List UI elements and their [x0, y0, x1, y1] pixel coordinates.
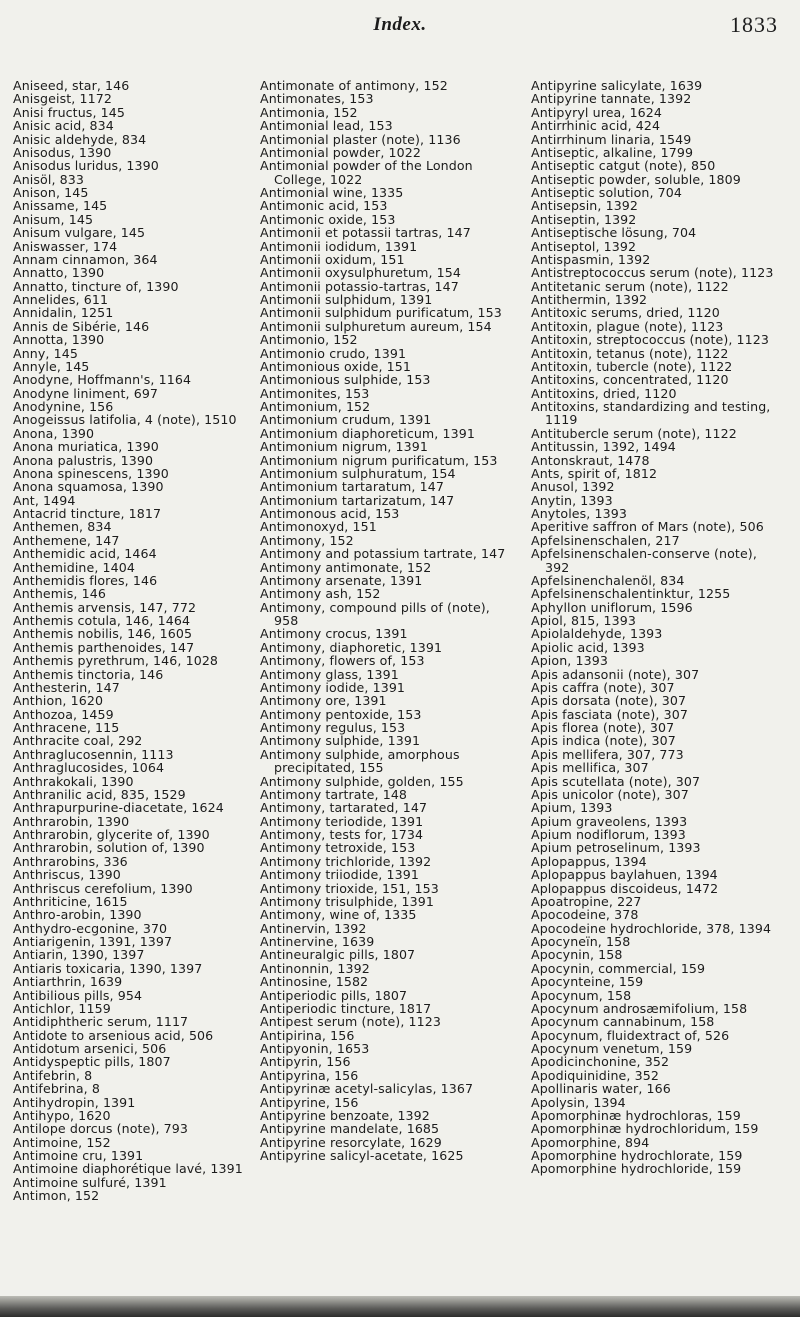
- index-entry: Antibilious pills, 954: [13, 987, 143, 1003]
- index-entry: Anthemene, 147: [13, 532, 120, 548]
- index-entry: Antidyspeptic pills, 1807: [13, 1054, 171, 1070]
- index-entry: Antimony, compound pills of (note), 958: [260, 599, 490, 628]
- index-entry: Antimonites, 153: [260, 385, 370, 401]
- index-entry: Anona squamosa, 1390: [13, 479, 164, 495]
- index-entry: Antimonii sulphidum purificatum, 153: [260, 305, 502, 321]
- index-entry: Apiolaldehyde, 1393: [531, 626, 663, 642]
- index-entry: Antimonous acid, 153: [260, 506, 400, 521]
- index-entry: Apium nodiflorum, 1393: [531, 827, 686, 842]
- index-entry: Antimonium nigrum, 1391: [260, 439, 428, 455]
- index-entry: Anodyne liniment, 697: [13, 385, 159, 401]
- index-entry: Antimony sulphide, 1391: [260, 733, 421, 749]
- index-entry: Anisic aldehyde, 834: [13, 131, 147, 147]
- index-entry: Antimonium, 152: [260, 399, 371, 414]
- index-entry: Antipyrin, 156: [260, 1054, 351, 1070]
- index-entry: Antinervin, 1392: [260, 920, 367, 936]
- index-entry: Antiseptol, 1392: [531, 238, 637, 254]
- index-entry: Antimonio, 152: [260, 332, 358, 348]
- index-entry: Apocynum cannabinum, 158: [531, 1014, 715, 1030]
- index-entry: Annis de Sibérie, 146: [13, 318, 150, 334]
- index-entry: Antidote to arsenious acid, 506: [13, 1027, 214, 1043]
- index-entry: Apis florea (note), 307: [531, 720, 675, 735]
- index-entry: Antimony, tests for, 1734: [260, 827, 424, 842]
- index-entry: Apis scutellata (note), 307: [531, 773, 701, 789]
- index-entry: Anthemis nobilis, 146, 1605: [13, 626, 193, 642]
- index-entry: Antiarigenin, 1391, 1397: [13, 934, 173, 949]
- index-entry: Antimonates, 153: [260, 91, 374, 107]
- index-entry: Anthemidine, 1404: [13, 559, 136, 575]
- index-entry: Antimonium tartaratum, 147: [260, 479, 444, 495]
- index-entry: Antimonial powder of the London College, 1022: [260, 158, 473, 187]
- index-entry: Antimonoxyd, 151: [260, 519, 377, 535]
- index-entry: Anissame, 145: [13, 198, 108, 214]
- index-entry: Apodiquinidine, 352: [531, 1067, 659, 1083]
- index-entry: Anisöl, 833: [13, 171, 85, 187]
- index-entry: Apfelsinenschalen-conserve (note), 392: [531, 546, 757, 575]
- index-entry: Apiol, 815, 1393: [531, 613, 637, 628]
- page-header: [0, 8, 800, 48]
- index-entry: Apis mellifera, 307, 773: [531, 746, 684, 762]
- index-entry: Antonskraut, 1478: [531, 452, 650, 468]
- index-entry: Apodicinchonine, 352: [531, 1054, 670, 1070]
- index-entry: Apomorphine hydrochlorate, 159: [531, 1148, 743, 1163]
- index-entry: Aniseed, star, 146: [13, 78, 130, 93]
- index-entry: Antipyrine salicylate, 1639: [531, 78, 703, 93]
- index-entry: Antimony glass, 1391: [260, 666, 399, 682]
- index-entry: Apfelsinenschalentinktur, 1255: [531, 586, 731, 602]
- index-entry: Anthrarobin, solution of, 1390: [13, 840, 205, 856]
- index-entry: Antinonnin, 1392: [260, 960, 370, 976]
- index-entry: Anthemen, 834: [13, 519, 112, 535]
- index-entry: Annotta, 1390: [13, 332, 105, 348]
- index-entry: Apocyneïn, 158: [531, 934, 631, 949]
- index-entry: Apis mellifica, 307: [531, 760, 649, 776]
- index-entry: Antistreptococcus serum (note), 1123: [531, 265, 774, 281]
- index-entry: Antitoxins, dried, 1120: [531, 385, 677, 401]
- index-entry: Antimonious oxide, 151: [260, 358, 411, 374]
- index-entry: Anisum, 145: [13, 211, 94, 227]
- index-entry: Anthemis arvensis, 147, 772: [13, 599, 197, 615]
- index-entry: Anthrarobins, 336: [13, 853, 128, 869]
- index-entry: Apocynum androsæmifolium, 158: [531, 1000, 748, 1016]
- index-entry: Antihypo, 1620: [13, 1107, 111, 1123]
- index-entry: Antipest serum (note), 1123: [260, 1014, 441, 1030]
- index-entry: Aphyllon uniflorum, 1596: [531, 599, 693, 615]
- index-entry: Annatto, 1390: [13, 265, 105, 281]
- index-entry: Antitoxin, tetanus (note), 1122: [531, 345, 729, 361]
- index-entry: Antisepsin, 1392: [531, 198, 639, 214]
- index-entry: Anthrarobin, glycerite of, 1390: [13, 827, 210, 842]
- index-entry: Apocynum, fluidextract of, 526: [531, 1027, 730, 1043]
- index-entry: Anisodus luridus, 1390: [13, 158, 159, 174]
- index-entry: Ants, spirit of, 1812: [531, 465, 658, 481]
- index-entry: Antipyrine resorcylate, 1629: [260, 1134, 442, 1150]
- index-entry: Aperitive saffron of Mars (note), 506: [531, 519, 764, 535]
- index-entry: Antiseptin, 1392: [531, 211, 637, 227]
- index-entry: Annam cinnamon, 364: [13, 251, 158, 267]
- index-entry: Anthemidic acid, 1464: [13, 546, 157, 562]
- index-entry: Apis caffra (note), 307: [531, 679, 675, 695]
- index-entry: Anthriticine, 1615: [13, 893, 128, 909]
- index-entry: Antimonial wine, 1335: [260, 185, 404, 200]
- index-entry: Antipyrine, 156: [260, 1094, 359, 1110]
- index-entry: Apocodeine hydrochloride, 378, 1394: [531, 920, 772, 936]
- index-entry: Antiseptic solution, 704: [531, 185, 683, 200]
- index-entry: Antidotum arsenici, 506: [13, 1041, 167, 1056]
- index-entry: Antipyonin, 1653: [260, 1041, 370, 1056]
- index-entry: Antitubercle serum (note), 1122: [531, 425, 737, 441]
- index-entry: Antimony arsenate, 1391: [260, 572, 423, 588]
- index-entry: Antimonic acid, 153: [260, 198, 388, 214]
- index-entry: Anisgeist, 1172: [13, 91, 112, 107]
- index-entry: Anytin, 1393: [531, 492, 613, 508]
- index-entry: Antimony, wine of, 1335: [260, 907, 417, 923]
- index-entry: Apion, 1393: [531, 653, 608, 669]
- index-entry: Apocynteine, 159: [531, 974, 644, 990]
- index-entry: Anthrapurpurine-diacetate, 1624: [13, 800, 224, 816]
- index-entry: Apis dorsata (note), 307: [531, 693, 687, 709]
- index-entry: Antimonious sulphide, 153: [260, 372, 431, 388]
- index-entry: Anisodus, 1390: [13, 144, 112, 160]
- index-entry: Apocynum venetum, 159: [531, 1041, 693, 1056]
- index-entry: Antimonium nigrum purificatum, 153: [260, 452, 498, 468]
- index-entry: Antimony teriodide, 1391: [260, 813, 424, 829]
- index-entry: Anona palustris, 1390: [13, 452, 154, 468]
- index-entry: Aniswasser, 174: [13, 238, 118, 254]
- index-entry: Antimonii sulphuretum aureum, 154: [260, 318, 492, 334]
- index-entry: Anthemis pyrethrum, 146, 1028: [13, 653, 219, 669]
- index-entry: Anthion, 1620: [13, 693, 104, 709]
- index-entry: Anthemis tinctoria, 146: [13, 666, 164, 682]
- index-entry: Antiseptic powder, soluble, 1809: [531, 171, 741, 187]
- index-entry: Antimony trichloride, 1392: [260, 853, 432, 869]
- index-entry: Antimony trioxide, 151, 153: [260, 880, 439, 896]
- running-title: Index.: [373, 14, 427, 35]
- index-entry: Antitoxic serums, dried, 1120: [531, 305, 720, 321]
- index-entry: Antimon, 152: [13, 1188, 100, 1204]
- index-entry: Antimony regulus, 153: [260, 720, 406, 735]
- index-entry: Antiarin, 1390, 1397: [13, 947, 145, 963]
- index-entry: Apomorphine, 894: [531, 1134, 650, 1150]
- index-entry: Antinervine, 1639: [260, 934, 375, 949]
- index-entry: Antitoxin, tubercle (note), 1122: [531, 358, 733, 374]
- index-entry: Antimonic oxide, 153: [260, 211, 396, 227]
- index-entry: Anthydro-ecgonine, 370: [13, 920, 168, 936]
- index-entry: Antacrid tincture, 1817: [13, 506, 162, 521]
- index-entry: Apoatropine, 227: [531, 893, 642, 909]
- page-number: 1833: [730, 12, 778, 37]
- index-entry: Antilope dorcus (note), 793: [13, 1121, 188, 1137]
- index-entry: Antimoine diaphorétique lavé, 1391: [13, 1161, 243, 1177]
- index-entry: Antipyrinæ acetyl-salicylas, 1367: [260, 1081, 474, 1097]
- index-entry: Apfelsinenchalenöl, 834: [531, 572, 685, 588]
- index-entry: Antiseptic catgut (note), 850: [531, 158, 716, 174]
- index-entry: Anodynine, 156: [13, 399, 114, 414]
- index-entry: Apocynum, 158: [531, 987, 632, 1003]
- index-entry: Apocynin, commercial, 159: [531, 960, 706, 976]
- index-entry: Antimonial lead, 153: [260, 118, 393, 134]
- index-entry: Antimoine sulfuré, 1391: [13, 1174, 167, 1190]
- index-entry: Antimonii oxysulphuretum, 154: [260, 265, 461, 281]
- index-entry: Antimonii oxidum, 151: [260, 251, 405, 267]
- index-entry: Antiperiodic tincture, 1817: [260, 1000, 432, 1016]
- index-entry: Anthemis, 146: [13, 586, 106, 602]
- index-entry: Antimony sulphide, golden, 155: [260, 773, 464, 789]
- index-entry: Ant, 1494: [13, 492, 76, 508]
- index-entry: Antimonium tartarizatum, 147: [260, 492, 455, 508]
- index-column-3: [531, 79, 783, 1176]
- index-entry: Antiarthrin, 1639: [13, 974, 123, 990]
- index-entry: Antimony antimonate, 152: [260, 559, 432, 575]
- index-entry: Antimoine cru, 1391: [13, 1148, 144, 1163]
- index-entry: Antipyrine mandelate, 1685: [260, 1121, 440, 1137]
- index-entry: Apomorphinæ hydrochloras, 159: [531, 1107, 741, 1123]
- index-entry: Antirrhinum linaria, 1549: [531, 131, 692, 147]
- index-column-1: [13, 79, 265, 1203]
- index-entry: Antipyrine salicyl-acetate, 1625: [260, 1148, 464, 1163]
- index-entry: Antirrhinic acid, 424: [531, 118, 661, 134]
- index-entry: Antimony, tartarated, 147: [260, 800, 428, 816]
- index-entry: Anthracite coal, 292: [13, 733, 143, 749]
- index-entry: Anthemis parthenoides, 147: [13, 639, 195, 655]
- index-entry: Apocodeine, 378: [531, 907, 639, 923]
- index-entry: Anona spinescens, 1390: [13, 465, 169, 481]
- index-entry: Antiperiodic pills, 1807: [260, 987, 408, 1003]
- index-entry: Antitussin, 1392, 1494: [531, 439, 676, 455]
- index-entry: Anthemis cotula, 146, 1464: [13, 613, 191, 628]
- index-entry: Antimony triiodide, 1391: [260, 867, 419, 883]
- index-entry: Annyle, 145: [13, 358, 90, 374]
- index-entry: Antitoxin, plague (note), 1123: [531, 318, 724, 334]
- index-entry: Antimonio crudo, 1391: [260, 345, 407, 361]
- index-entry: Antitoxins, concentrated, 1120: [531, 372, 729, 388]
- index-entry: Antimony and potassium tartrate, 147: [260, 546, 506, 562]
- index-entry: Antihydropin, 1391: [13, 1094, 136, 1110]
- index-entry: Antimony pentoxide, 153: [260, 706, 422, 722]
- index-entry: Antimonial powder, 1022: [260, 144, 421, 160]
- index-entry: Antinosine, 1582: [260, 974, 369, 990]
- index-entry: Anona muriatica, 1390: [13, 439, 159, 455]
- index-entry: Annelides, 611: [13, 292, 109, 307]
- index-entry: Antimonium diaphoreticum, 1391: [260, 425, 475, 441]
- index-entry: Apiolic acid, 1393: [531, 639, 645, 655]
- index-entry: Antithermin, 1392: [531, 292, 648, 307]
- index-entry: Anison, 145: [13, 185, 89, 200]
- index-entry: Apium, 1393: [531, 800, 613, 816]
- index-entry: Aplopappus baylahuen, 1394: [531, 867, 718, 883]
- index-entry: Anthraglucosides, 1064: [13, 760, 165, 776]
- index-entry: Apis indica (note), 307: [531, 733, 676, 749]
- index-entry: Anthozoa, 1459: [13, 706, 114, 722]
- index-entry: Antichlor, 1159: [13, 1000, 111, 1016]
- index-entry: Apollinaris water, 166: [531, 1081, 671, 1097]
- index-entry: Anogeissus latifolia, 4 (note), 1510: [13, 412, 237, 428]
- index-entry: Antimonate of antimony, 152: [260, 78, 448, 93]
- index-entry: Antimony ash, 152: [260, 586, 381, 602]
- index-entry: Anona, 1390: [13, 425, 95, 441]
- index-entry: Anthriscus, 1390: [13, 867, 121, 883]
- index-entry: Antimonii sulphidum, 1391: [260, 292, 433, 307]
- index-entry: Anytoles, 1393: [531, 506, 627, 521]
- index-entry: Antipyrine benzoate, 1392: [260, 1107, 430, 1123]
- index-entry: Antiaris toxicaria, 1390, 1397: [13, 960, 203, 976]
- scan-edge-shadow: [0, 1296, 800, 1317]
- index-entry: Antimony, flowers of, 153: [260, 653, 425, 669]
- index-entry: Antimony iodide, 1391: [260, 679, 406, 695]
- index-entry: Anthrarobin, 1390: [13, 813, 130, 829]
- index-entry: Anodyne, Hoffmann's, 1164: [13, 372, 192, 388]
- index-entry: Annidalin, 1251: [13, 305, 114, 321]
- index-entry: Anthemidis flores, 146: [13, 572, 158, 588]
- index-entry: Antimonium crudum, 1391: [260, 412, 432, 428]
- index-entry: Anthraglucosennin, 1113: [13, 746, 174, 762]
- index-entry: Anthriscus cerefolium, 1390: [13, 880, 193, 896]
- index-entry: Anthranilic acid, 835, 1529: [13, 786, 186, 802]
- index-entry: Antidiphtheric serum, 1117: [13, 1014, 189, 1030]
- index-entry: Antimonii iodidum, 1391: [260, 238, 418, 254]
- index-entry: Antitoxin, streptococcus (note), 1123: [531, 332, 769, 348]
- index-entry: Antitetanic serum (note), 1122: [531, 278, 729, 294]
- index-entry: Antimony, diaphoretic, 1391: [260, 639, 443, 655]
- index-entry: Apocynin, 158: [531, 947, 623, 963]
- index-entry: Antipyrine tannate, 1392: [531, 91, 692, 107]
- index-entry: Apomorphinæ hydrochloridum, 159: [531, 1121, 759, 1137]
- index-entry: Antimonii et potassii tartras, 147: [260, 225, 471, 241]
- index-entry: Antispasmin, 1392: [531, 251, 651, 267]
- index-entry: Apomorphine hydrochloride, 159: [531, 1161, 742, 1177]
- index-entry: Anisi fructus, 145: [13, 104, 126, 120]
- index-entry: Antifebrin, 8: [13, 1067, 93, 1083]
- index-entry: Antimonia, 152: [260, 104, 358, 120]
- index-entry: Anthrakokali, 1390: [13, 773, 134, 789]
- index-entry: Antipyryl urea, 1624: [531, 104, 663, 120]
- index-column-2: [260, 79, 512, 1162]
- index-entry: Aplopappus, 1394: [531, 853, 647, 869]
- index-entry: Antipirina, 156: [260, 1027, 355, 1043]
- index-entry: Antimony, 152: [260, 532, 354, 548]
- index-entry: Antimony tetroxide, 153: [260, 840, 416, 856]
- index-entry: Antimony tartrate, 148: [260, 786, 408, 802]
- index-entry: Antimonii potassio-tartras, 147: [260, 278, 459, 294]
- index-entry: Apolysin, 1394: [531, 1094, 626, 1110]
- index-entry: Antimoine, 152: [13, 1134, 111, 1150]
- index-entry: Antimony trisulphide, 1391: [260, 893, 434, 909]
- index-entry: Antimony ore, 1391: [260, 693, 387, 709]
- index-entry: Antimonial plaster (note), 1136: [260, 131, 461, 147]
- index-entry: Antimonium sulphuratum, 154: [260, 465, 456, 481]
- index-entry: Anisum vulgare, 145: [13, 225, 146, 241]
- index-entry: Annatto, tincture of, 1390: [13, 278, 179, 294]
- index-entry: Anusol, 1392: [531, 479, 615, 495]
- index-entry: Aplopappus discoideus, 1472: [531, 880, 719, 896]
- index-entry: Anthro-arobin, 1390: [13, 907, 142, 923]
- index-entry: Apium petroselinum, 1393: [531, 840, 701, 856]
- index-entry: Apium graveolens, 1393: [531, 813, 688, 829]
- index-entry: Anny, 145: [13, 345, 78, 361]
- index-entry: Anthracene, 115: [13, 720, 120, 735]
- index-entry: Apis unicolor (note), 307: [531, 786, 689, 802]
- index-entry: Apfelsinenschalen, 217: [531, 532, 680, 548]
- index-entry: Antitoxins, standardizing and testing, 1119: [531, 399, 771, 428]
- index-entry: Antifebrina, 8: [13, 1081, 101, 1097]
- index-entry: Anthesterin, 147: [13, 679, 120, 695]
- index-entry: Antimony sulphide, amorphous precipitated, 155: [260, 746, 460, 776]
- index-entry: Antineuralgic pills, 1807: [260, 947, 416, 963]
- index-entry: Anisic acid, 834: [13, 118, 114, 134]
- index-entry: Apis adansonii (note), 307: [531, 666, 700, 682]
- index-entry: Antiseptische lösung, 704: [531, 225, 697, 241]
- index-entry: Antipyrina, 156: [260, 1067, 359, 1083]
- index-entry: Antimony crocus, 1391: [260, 626, 408, 642]
- index-entry: Apis fasciata (note), 307: [531, 706, 688, 722]
- index-entry: Antiseptic, alkaline, 1799: [531, 144, 694, 160]
